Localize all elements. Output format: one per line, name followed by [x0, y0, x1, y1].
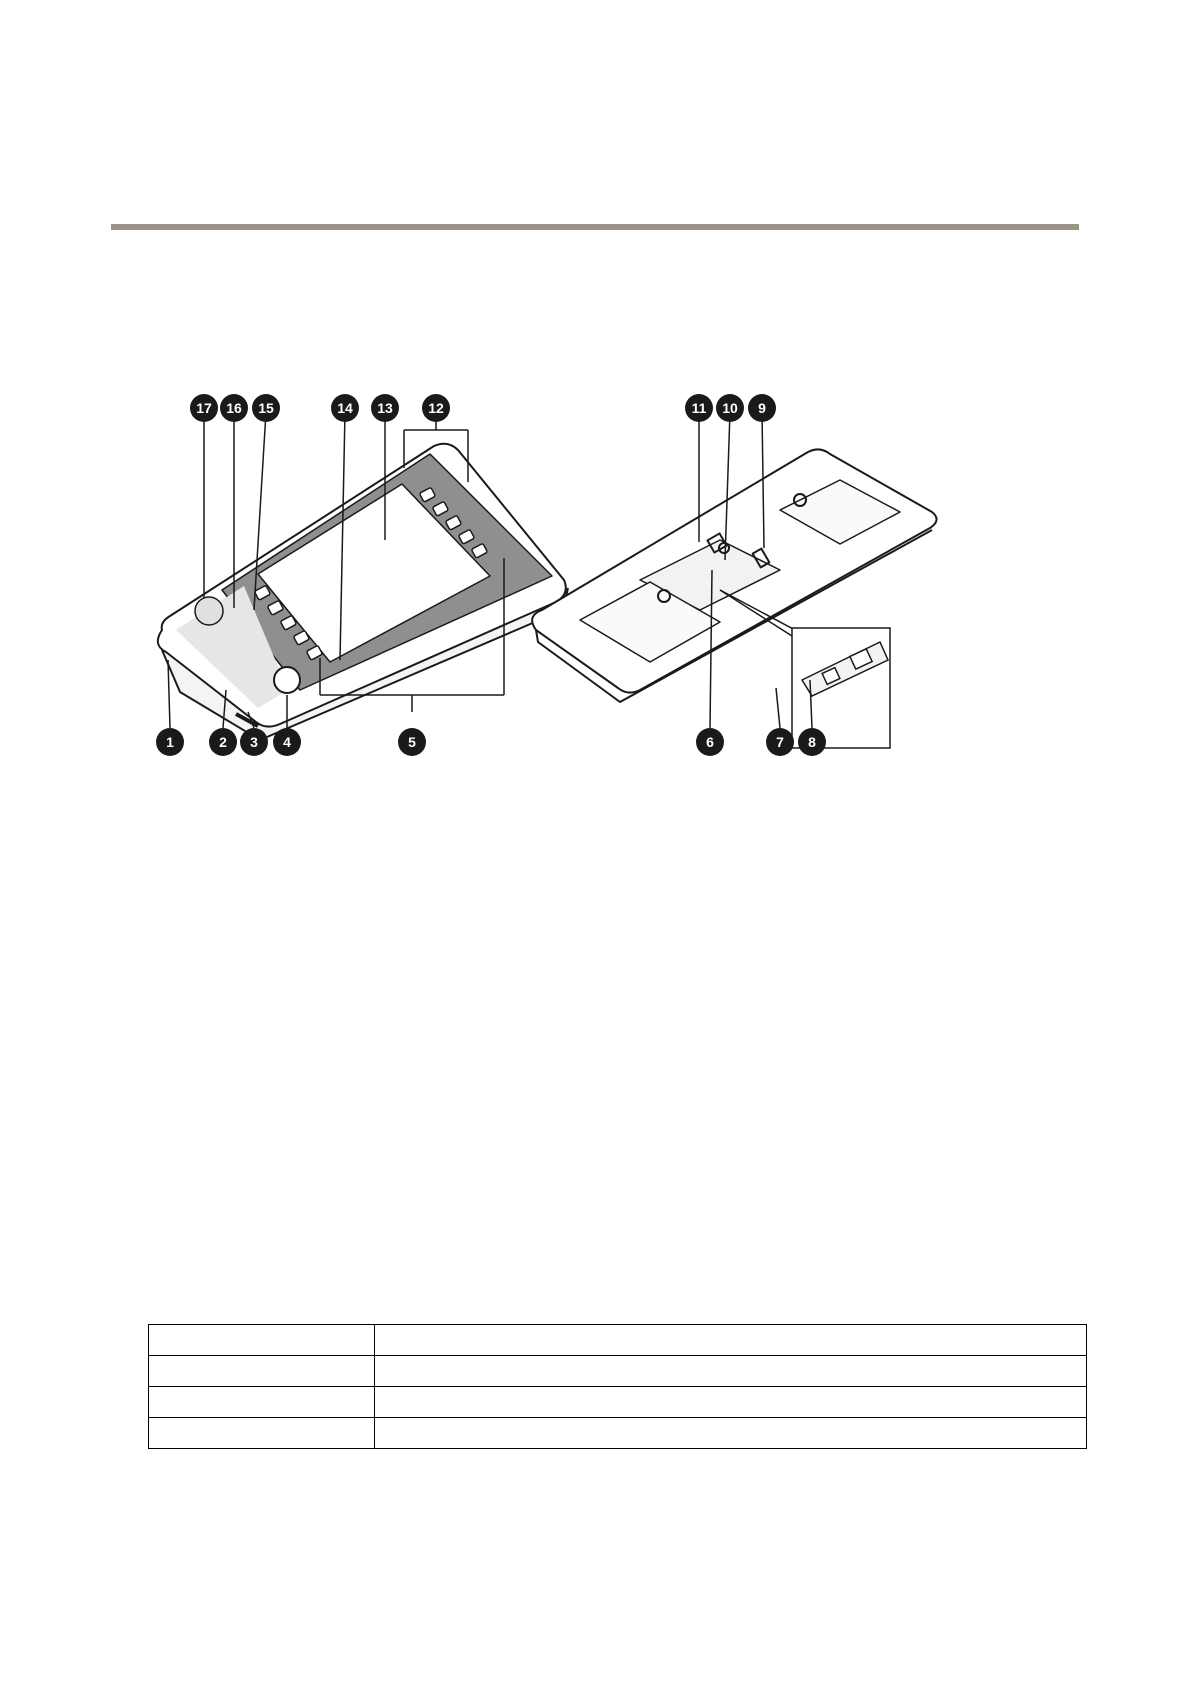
callout-number: 4	[283, 734, 291, 750]
callout-number: 15	[258, 400, 274, 416]
callout-number: 7	[776, 734, 784, 750]
callout-number: 1	[166, 734, 174, 750]
device-illustration	[140, 390, 980, 810]
spec-table	[148, 1324, 1087, 1449]
callout-number: 6	[706, 734, 714, 750]
callout-number: 16	[226, 400, 242, 416]
callout-11	[685, 394, 713, 422]
callout-number: 9	[758, 400, 766, 416]
table-cell	[375, 1325, 1087, 1356]
callout-number: 14	[337, 400, 353, 416]
callout-number: 2	[219, 734, 227, 750]
table-cell	[149, 1387, 375, 1418]
callout-16	[220, 394, 248, 422]
table-cell	[375, 1418, 1087, 1449]
callout-17	[190, 394, 218, 422]
table-row	[149, 1418, 1087, 1449]
callout-1	[156, 728, 184, 756]
callout-8	[798, 728, 826, 756]
callout-number: 8	[808, 734, 816, 750]
callout-13	[371, 394, 399, 422]
callout-number: 3	[250, 734, 258, 750]
callout-number: 5	[408, 734, 416, 750]
callout-7	[766, 728, 794, 756]
table-cell	[149, 1418, 375, 1449]
callout-10	[716, 394, 744, 422]
table-row	[149, 1325, 1087, 1356]
table-row	[149, 1356, 1087, 1387]
callout-5	[398, 728, 426, 756]
callout-12	[422, 394, 450, 422]
table-cell	[375, 1356, 1087, 1387]
callout-9	[748, 394, 776, 422]
callout-number: 17	[196, 400, 212, 416]
callout-6	[696, 728, 724, 756]
callout-number: 13	[377, 400, 393, 416]
callout-14	[331, 394, 359, 422]
table-cell	[375, 1387, 1087, 1418]
table-row	[149, 1387, 1087, 1418]
callout-4	[273, 728, 301, 756]
callout-number: 12	[428, 400, 444, 416]
callout-number: 10	[722, 400, 738, 416]
callout-number: 11	[691, 400, 707, 416]
callout-15	[252, 394, 280, 422]
callout-2	[209, 728, 237, 756]
callout-3	[240, 728, 268, 756]
header-rule	[111, 224, 1079, 230]
table-cell	[149, 1325, 375, 1356]
table-cell	[149, 1356, 375, 1387]
